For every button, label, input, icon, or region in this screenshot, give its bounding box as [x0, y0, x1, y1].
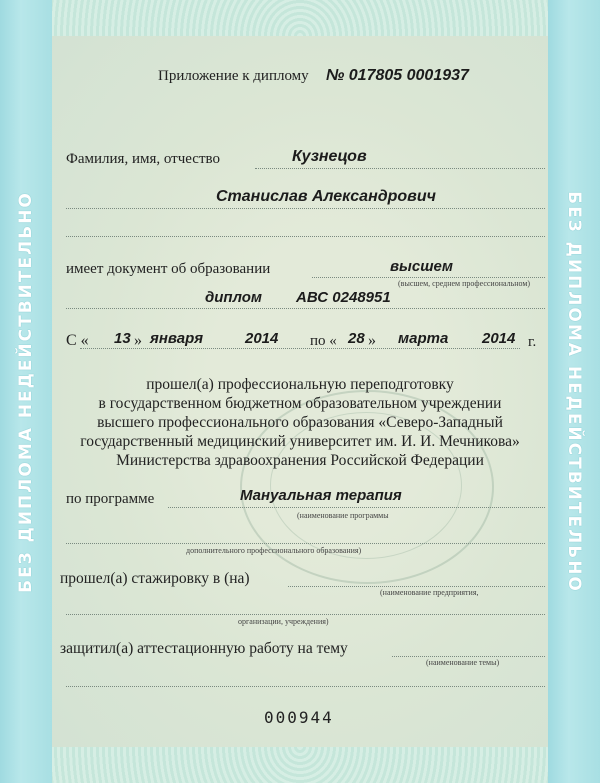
internship-line [288, 586, 545, 587]
period-to-prefix: по « [310, 333, 337, 349]
education-hint: (высшем, среднем профессиональном) [398, 279, 531, 288]
body-text [60, 375, 540, 470]
body-line-3: высшего профессионального образования «Северо-Западный [97, 414, 503, 431]
period-to-close: » [368, 332, 376, 349]
appendix-number: № 017805 0001937 [326, 67, 469, 84]
name-label: Фамилия, имя, отчество [66, 151, 220, 167]
body-line-1: прошел(а) профессиональную переподготовку [146, 376, 454, 393]
period-to-year: 2014 [482, 330, 516, 347]
internship-line-2 [66, 614, 545, 615]
program-line-2 [66, 543, 545, 544]
internship-hint: (наименование предприятия, [380, 588, 479, 597]
program-line [168, 507, 545, 508]
period-from-day: 13 [114, 330, 131, 347]
body-line-5: Министерства здравоохранения Российской Федерации [116, 452, 484, 469]
internship-label: прошел(а) стажировку в (на) [60, 570, 250, 587]
program-value: Мануальная терапия [240, 487, 402, 504]
education-line [312, 277, 545, 278]
document-line [66, 308, 545, 309]
period-to-month: марта [398, 330, 449, 347]
appendix-label: Приложение к диплому [158, 68, 309, 84]
period-to-day: 28 [348, 330, 365, 347]
body-line-4: государственный медицинский университет им. И. И. Мечникова» [80, 433, 520, 450]
top-border [52, 0, 548, 36]
name-line [255, 168, 545, 169]
name-line-2 [66, 208, 545, 209]
surname-value: Кузнецов [292, 148, 367, 165]
thesis-line-2 [66, 686, 545, 687]
period-from-close: » [134, 332, 142, 349]
serial-number: 000944 [264, 708, 334, 727]
side-text-left: БЕЗ ДИПЛОМА НЕДЕЙСТВИТЕЛЬНО [16, 191, 36, 593]
internship-hint-2: организации, учреждения) [238, 617, 329, 626]
period-from-year: 2014 [245, 330, 279, 347]
program-label: по программе [66, 491, 155, 507]
bottom-border [52, 747, 548, 783]
period-from-month: января [150, 330, 204, 347]
document-number: АВС 0248951 [296, 289, 391, 306]
period-line [80, 348, 520, 349]
name-line-3 [66, 236, 545, 237]
period-year-suffix: г. [528, 334, 537, 350]
thesis-label: защитил(а) аттестационную работу на тему [60, 640, 348, 657]
body-line-2: в государственном бюджетном образовательном учреждении [98, 395, 502, 412]
given-name-value: Станислав Александрович [216, 188, 436, 205]
thesis-line [392, 656, 545, 657]
education-label: имеет документ об образовании [66, 261, 271, 277]
program-hint: (наименование программы [297, 511, 389, 520]
thesis-hint: (наименование темы) [426, 658, 500, 667]
education-value: высшем [390, 258, 453, 275]
side-text-right: БЕЗ ДИПЛОМА НЕДЕЙСТВИТЕЛЬНО [564, 191, 584, 593]
period-from-prefix: С « [66, 332, 89, 349]
program-hint-2: дополнительного профессионального образования) [186, 546, 362, 555]
document-type: диплом [205, 289, 262, 306]
